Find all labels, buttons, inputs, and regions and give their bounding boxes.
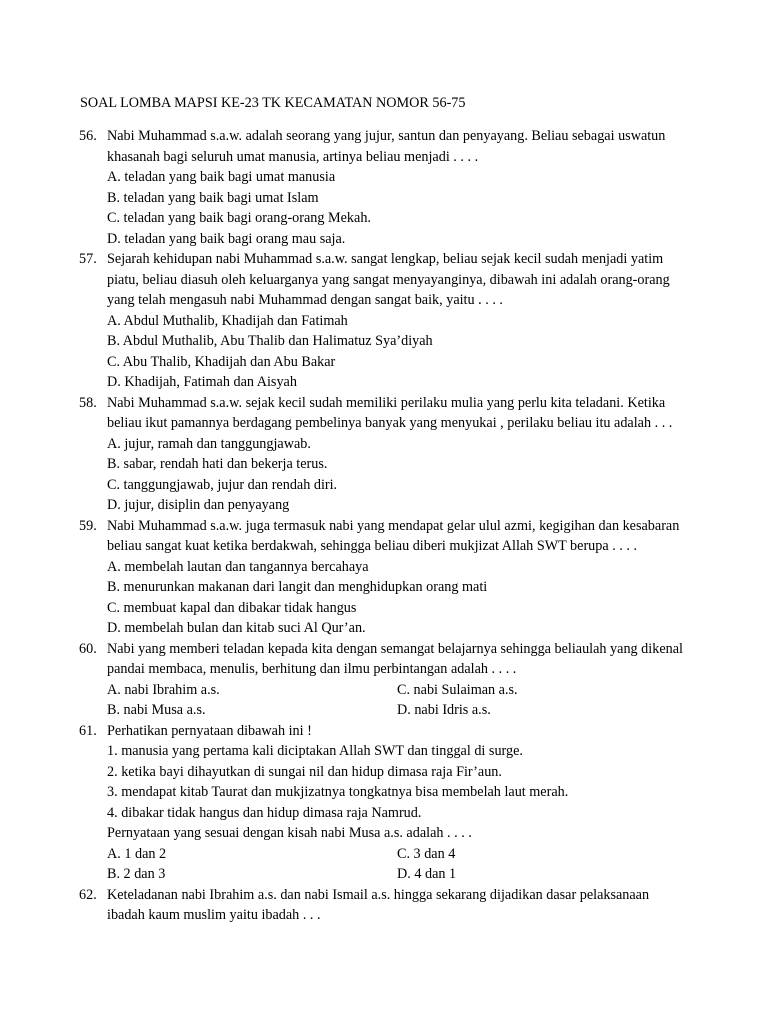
question-line (79, 331, 729, 352)
question-line (79, 229, 729, 250)
question-stem-line: 4. dibakar tidak hangus dan hidup dimasa raja Namrud. (107, 804, 422, 821)
question-line (79, 372, 729, 393)
question-stem-line: piatu, beliau diasuh oleh keluarganya yang sangat menyayanginya, dibawah ini adalah orang-orang (107, 271, 670, 288)
question-line (79, 352, 729, 373)
question-line (79, 823, 729, 844)
question-line (79, 290, 729, 311)
question-stem: Nabi yang memberi teladan kepada kita dengan semangat belajarnya sehingga beliaulah yang dikenal (107, 640, 683, 657)
question-list (79, 126, 729, 926)
answer-option: A. nabi Ibrahim a.s. (107, 681, 220, 698)
question-stem-line: Pernyataan yang sesuai dengan kisah nabi Musa a.s. adalah . . . . (107, 825, 472, 841)
question-line (79, 680, 729, 701)
answer-option: C. tanggungjawab, jujur dan rendah diri. (107, 476, 338, 493)
question-line (79, 618, 729, 639)
question-line (79, 188, 729, 209)
question-stem-line: 2. ketika bayi dihayutkan di sungai nil dan hidup dimasa raja Fir’aun. (107, 763, 502, 780)
question-item (79, 721, 729, 885)
question-line (79, 475, 729, 496)
question-item (79, 516, 729, 639)
question-stem-line: pandai membaca, menulis, berhitung dan ilmu perbintangan adalah . . . . (107, 661, 517, 677)
question-item (79, 885, 729, 926)
answer-option: A. Abdul Muthalib, Khadijah dan Fatimah (107, 312, 348, 329)
question-stem-line: beliau sangat kuat ketika berdakwah, sehingga beliau diberi mukjizat Allah SWT berupa . . . . (107, 538, 638, 554)
question-stem-line: 1. manusia yang pertama kali diciptakan Allah SWT dan tinggal di surge. (107, 743, 523, 759)
question-number: 56. (79, 128, 97, 144)
question-stem: Nabi Muhammad s.a.w. juga termasuk nabi yang mendapat gelar ulul azmi, kegigihan dan kesabaran (107, 517, 680, 534)
question-line (79, 434, 729, 455)
answer-option: A. membelah lautan dan tangannya bercahaya (107, 558, 369, 575)
question-line (79, 803, 729, 824)
question-stem: Perhatikan pernyataan dibawah ini ! (107, 722, 312, 739)
question-line (79, 598, 729, 619)
question-stem-line: 3. mendapat kitab Taurat dan mukjizatnya tongkatnya bisa membelah laut merah. (107, 784, 569, 800)
question-line (79, 536, 729, 557)
question-item (79, 249, 729, 393)
question-stem-line: khasanah bagi seluruh umat manusia, artinya beliau menjadi . . . . (107, 148, 479, 165)
question-line (79, 311, 729, 332)
question-line (79, 495, 729, 516)
question-item (79, 393, 729, 516)
question-line (79, 864, 729, 885)
question-line (79, 126, 729, 147)
document-title: SOAL LOMBA MAPSI KE-23 TK KECAMATAN NOMOR 56-75 (80, 95, 466, 111)
answer-option: C. teladan yang baik bagi orang-orang Mekah. (107, 210, 371, 226)
question-line (79, 208, 729, 229)
question-line (79, 577, 729, 598)
answer-option: A. jujur, ramah dan tanggungjawab. (107, 435, 311, 452)
question-line (79, 147, 729, 168)
question-line (79, 741, 729, 762)
question-line (79, 721, 729, 742)
answer-option: C. nabi Sulaiman a.s. (397, 681, 518, 698)
answer-option: D. jujur, disiplin dan penyayang (107, 497, 290, 513)
answer-option: C. membuat kapal dan dibakar tidak hangus (107, 599, 357, 616)
question-stem: Sejarah kehidupan nabi Muhammad s.a.w. sangat lengkap, beliau sejak kecil sudah menjadi yatim (107, 251, 664, 267)
answer-option: B. 2 dan 3 (107, 866, 166, 882)
question-number: 58. (79, 394, 97, 411)
answer-option: B. sabar, rendah hati dan bekerja terus. (107, 456, 328, 472)
question-line (79, 413, 729, 434)
question-item (79, 126, 729, 249)
answer-option: B. Abdul Muthalib, Abu Thalib dan Halimatuz Sya’diyah (107, 333, 433, 349)
question-line (79, 905, 729, 926)
question-line (79, 516, 729, 537)
answer-option: B. teladan yang baik bagi umat Islam (107, 189, 319, 206)
question-stem: Nabi Muhammad s.a.w. sejak kecil sudah memiliki perilaku mulia yang perlu kita teladani. Ketika (107, 394, 666, 411)
question-line (79, 762, 729, 783)
question-line (79, 700, 729, 721)
question-line (79, 782, 729, 803)
answer-option: C. 3 dan 4 (397, 845, 456, 862)
answer-option: B. nabi Musa a.s. (107, 702, 206, 718)
answer-option: D. 4 dan 1 (397, 866, 457, 882)
question-line (79, 393, 729, 414)
question-stem-line: ibadah kaum muslim yaitu ibadah . . . (107, 907, 321, 923)
question-line (79, 167, 729, 188)
question-stem: Nabi Muhammad s.a.w. adalah seorang yang jujur, santun dan penyayang. Beliau sebagai uswatun (107, 128, 666, 144)
answer-option: D. teladan yang baik bagi orang mau saja. (107, 230, 346, 247)
answer-option: D. Khadijah, Fatimah dan Aisyah (107, 374, 297, 390)
question-stem: Keteladanan nabi Ibrahim a.s. dan nabi Ismail a.s. hingga sekarang dijadikan dasar pelaksanaan (107, 886, 650, 903)
question-line (79, 844, 729, 865)
question-number: 59. (79, 517, 97, 534)
question-stem-line: yang telah mengasuh nabi Muhammad dengan sangat baik, yaitu . . . . (107, 292, 503, 308)
question-number: 57. (79, 251, 97, 267)
question-number: 61. (79, 722, 97, 739)
answer-option: D. nabi Idris a.s. (397, 702, 491, 718)
question-number: 62. (79, 886, 97, 903)
question-line (79, 454, 729, 475)
question-line (79, 270, 729, 291)
answer-option: C. Abu Thalib, Khadijah dan Abu Bakar (107, 353, 336, 370)
answer-option: A. teladan yang baik bagi umat manusia (107, 169, 336, 185)
answer-option: A. 1 dan 2 (107, 845, 167, 862)
question-item (79, 639, 729, 721)
answer-option: D. membelah bulan dan kitab suci Al Qur’an. (107, 620, 366, 636)
question-line (79, 659, 729, 680)
question-number: 60. (79, 640, 97, 657)
answer-option: B. menurunkan makanan dari langit dan menghidupkan orang mati (107, 579, 488, 595)
question-line (79, 249, 729, 270)
question-line (79, 885, 729, 906)
question-line (79, 639, 729, 660)
question-line (79, 557, 729, 578)
question-stem-line: beliau ikut pamannya berdagang pembelinya banyak yang menyukai , perilaku beliau itu adalah . . . (107, 415, 673, 431)
